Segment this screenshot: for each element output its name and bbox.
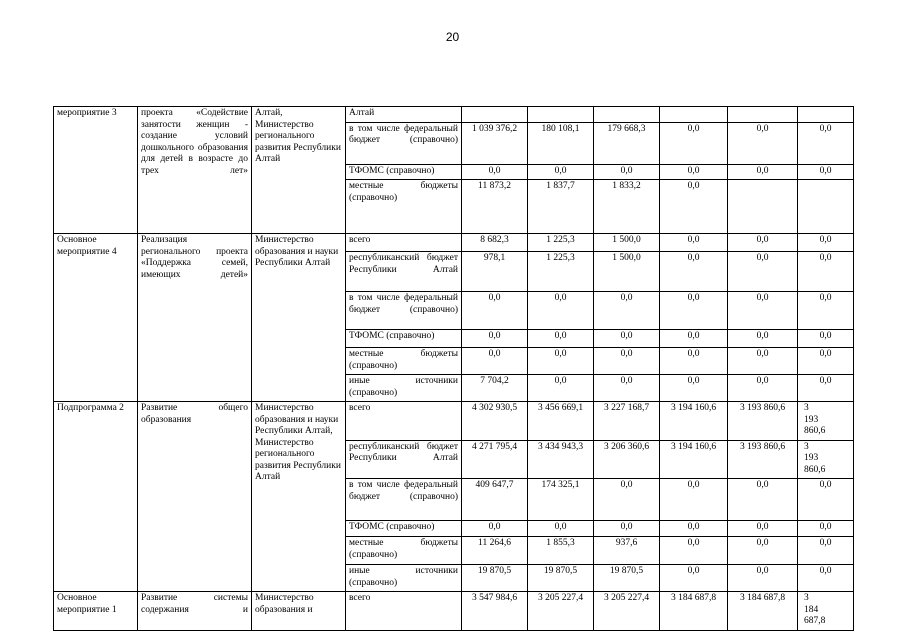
amount-cell: 0,0 xyxy=(728,537,798,565)
funding-source-cell: в том числе федеральный бюджет (справочно) xyxy=(346,479,462,521)
amount-cell: 0,0 xyxy=(798,565,854,592)
amount-cell: 3 184 687,8 xyxy=(660,592,728,631)
amount-cell: 0,0 xyxy=(728,348,798,375)
amount-cell: 1 833,2 xyxy=(594,180,660,234)
amount-cell: 3 547 984,6 xyxy=(462,592,528,631)
amount-cell: 0,0 xyxy=(798,234,854,252)
amount-cell: 3 193 860,6 xyxy=(728,440,798,479)
amount-cell: 0,0 xyxy=(728,292,798,330)
table-row xyxy=(54,592,854,631)
amount-cell: 0,0 xyxy=(798,479,854,521)
amount-cell: 0,0 xyxy=(728,565,798,592)
measure-description-cell: Развитие общего образования xyxy=(138,402,252,592)
amount-cell xyxy=(462,107,528,123)
amount-cell: 0,0 xyxy=(728,375,798,402)
amount-cell: 1 039 376,2 xyxy=(462,122,528,164)
amount-cell: 0,0 xyxy=(594,375,660,402)
amount-cell: 3 206 360,6 xyxy=(594,440,660,479)
amount-cell: 3 184 687,8 xyxy=(798,592,854,631)
amount-cell: 0,0 xyxy=(798,348,854,375)
amount-cell: 0,0 xyxy=(594,479,660,521)
amount-cell: 3 456 669,1 xyxy=(528,402,594,441)
amount-cell: 1 500,0 xyxy=(594,234,660,252)
amount-cell: 0,0 xyxy=(660,234,728,252)
funding-source-cell: ТФОМС (справочно) xyxy=(346,330,462,348)
measure-description-cell: проекта «Содействие занятости женщин - создание условий дошкольного образования для детей в возрасте до трех лет» xyxy=(138,107,252,234)
funding-source-cell: ТФОМС (справочно) xyxy=(346,521,462,537)
amount-cell: 3 193 860,6 xyxy=(798,402,854,441)
amount-cell xyxy=(798,107,854,123)
amount-cell: 3 434 943,3 xyxy=(528,440,594,479)
amount-cell: 1 225,3 xyxy=(528,252,594,292)
amount-cell: 4 271 795,4 xyxy=(462,440,528,479)
amount-cell: 0,0 xyxy=(528,375,594,402)
table-body xyxy=(54,107,854,631)
amount-cell: 11 264,6 xyxy=(462,537,528,565)
amount-cell: 3 193 860,6 xyxy=(798,440,854,479)
amount-cell: 1 855,3 xyxy=(528,537,594,565)
amount-cell xyxy=(728,107,798,123)
amount-cell: 0,0 xyxy=(728,252,798,292)
amount-cell xyxy=(594,107,660,123)
amount-cell: 0,0 xyxy=(528,330,594,348)
measure-description-cell: Развитие системы содержания и xyxy=(138,592,252,631)
amount-cell: 0,0 xyxy=(594,348,660,375)
amount-cell: 19 870,5 xyxy=(462,565,528,592)
funding-source-cell: ТФОМС (справочно) xyxy=(346,164,462,180)
amount-cell: 11 873,2 xyxy=(462,180,528,234)
amount-cell: 4 302 930,5 xyxy=(462,402,528,441)
amount-cell: 0,0 xyxy=(660,252,728,292)
amount-cell: 19 870,5 xyxy=(528,565,594,592)
amount-cell: 0,0 xyxy=(462,292,528,330)
amount-cell: 0,0 xyxy=(728,164,798,180)
funding-source-cell: местные бюджеты (справочно) xyxy=(346,348,462,375)
table-row xyxy=(54,234,854,252)
page-number: 20 xyxy=(445,30,460,44)
amount-cell: 0,0 xyxy=(798,292,854,330)
amount-cell: 0,0 xyxy=(528,521,594,537)
amount-cell: 0,0 xyxy=(528,348,594,375)
measure-description-cell: Реализация регионального проекта «Поддержка семей, имеющих детей» xyxy=(138,234,252,402)
amount-cell: 0,0 xyxy=(462,348,528,375)
amount-cell: 19 870,5 xyxy=(594,565,660,592)
amount-cell: 180 108,1 xyxy=(528,122,594,164)
amount-cell: 0,0 xyxy=(594,521,660,537)
amount-cell: 0,0 xyxy=(660,164,728,180)
amount-cell: 0,0 xyxy=(798,164,854,180)
amount-cell: 179 668,3 xyxy=(594,122,660,164)
amount-cell: 978,1 xyxy=(462,252,528,292)
table-row xyxy=(54,107,854,123)
amount-cell: 0,0 xyxy=(660,375,728,402)
funding-source-cell: Алтай xyxy=(346,107,462,123)
amount-cell: 0,0 xyxy=(660,292,728,330)
funding-source-cell: иные источники (справочно) xyxy=(346,565,462,592)
amount-cell: 3 205 227,4 xyxy=(594,592,660,631)
amount-cell: 0,0 xyxy=(660,122,728,164)
amount-cell: 0,0 xyxy=(728,330,798,348)
funding-source-cell: местные бюджеты (справочно) xyxy=(346,537,462,565)
measure-name-cell: Основное мероприятие 1 xyxy=(54,592,138,631)
responsible-executor-cell: Министерство образования и xyxy=(252,592,346,631)
responsible-executor-cell: Министерство образования и науки Республики Алтай xyxy=(252,234,346,402)
amount-cell: 0,0 xyxy=(660,348,728,375)
amount-cell: 0,0 xyxy=(462,330,528,348)
responsible-executor-cell: Алтай, Министерство регионального развития Республики Алтай xyxy=(252,107,346,234)
amount-cell: 3 205 227,4 xyxy=(528,592,594,631)
amount-cell: 0,0 xyxy=(728,521,798,537)
amount-cell: 0,0 xyxy=(728,122,798,164)
amount-cell: 409 647,7 xyxy=(462,479,528,521)
funding-source-cell: всего xyxy=(346,402,462,441)
amount-cell: 0,0 xyxy=(660,521,728,537)
amount-cell: 0,0 xyxy=(660,565,728,592)
amount-cell: 0,0 xyxy=(462,521,528,537)
measure-name-cell: Подпрограмма 2 xyxy=(54,402,138,592)
amount-cell: 0,0 xyxy=(594,330,660,348)
amount-cell: 0,0 xyxy=(660,180,728,234)
amount-cell: 0,0 xyxy=(798,330,854,348)
amount-cell: 937,6 xyxy=(594,537,660,565)
amount-cell: 0,0 xyxy=(798,537,854,565)
funding-source-cell: всего xyxy=(346,234,462,252)
measure-name-cell: Основное мероприятие 4 xyxy=(54,234,138,402)
amount-cell xyxy=(528,107,594,123)
funding-source-cell: республиканский бюджет Республики Алтай xyxy=(346,252,462,292)
funding-source-cell: иные источники (справочно) xyxy=(346,375,462,402)
amount-cell: 0,0 xyxy=(728,234,798,252)
funding-source-cell: местные бюджеты (справочно) xyxy=(346,180,462,234)
amount-cell: 1 837,7 xyxy=(528,180,594,234)
amount-cell: 0,0 xyxy=(798,521,854,537)
funding-source-cell: республиканский бюджет Республики Алтай xyxy=(346,440,462,479)
funding-source-cell: всего xyxy=(346,592,462,631)
amount-cell: 3 227 168,7 xyxy=(594,402,660,441)
amount-cell: 8 682,3 xyxy=(462,234,528,252)
amount-cell: 0,0 xyxy=(462,164,528,180)
amount-cell: 0,0 xyxy=(528,164,594,180)
budget-table xyxy=(53,106,854,631)
amount-cell: 7 704,2 xyxy=(462,375,528,402)
amount-cell: 0,0 xyxy=(728,479,798,521)
amount-cell xyxy=(798,180,854,234)
amount-cell: 0,0 xyxy=(528,292,594,330)
table-row xyxy=(54,402,854,441)
amount-cell: 1 225,3 xyxy=(528,234,594,252)
amount-cell: 3 194 160,6 xyxy=(660,402,728,441)
amount-cell xyxy=(660,107,728,123)
amount-cell: 0,0 xyxy=(798,375,854,402)
amount-cell: 0,0 xyxy=(798,122,854,164)
funding-source-cell: в том числе федеральный бюджет (справочно) xyxy=(346,292,462,330)
amount-cell: 3 184 687,8 xyxy=(728,592,798,631)
amount-cell: 3 193 860,6 xyxy=(728,402,798,441)
responsible-executor-cell: Министерство образования и науки Республики Алтай, Министерство регионального развития Республики Алтай xyxy=(252,402,346,592)
amount-cell: 0,0 xyxy=(660,537,728,565)
amount-cell: 0,0 xyxy=(594,164,660,180)
amount-cell xyxy=(728,180,798,234)
amount-cell: 0,0 xyxy=(660,330,728,348)
measure-name-cell: мероприятие 3 xyxy=(54,107,138,234)
amount-cell: 3 194 160,6 xyxy=(660,440,728,479)
amount-cell: 0,0 xyxy=(798,252,854,292)
amount-cell: 174 325,1 xyxy=(528,479,594,521)
funding-source-cell: в том числе федеральный бюджет (справочно) xyxy=(346,122,462,164)
amount-cell: 0,0 xyxy=(660,479,728,521)
amount-cell: 0,0 xyxy=(594,292,660,330)
amount-cell: 1 500,0 xyxy=(594,252,660,292)
